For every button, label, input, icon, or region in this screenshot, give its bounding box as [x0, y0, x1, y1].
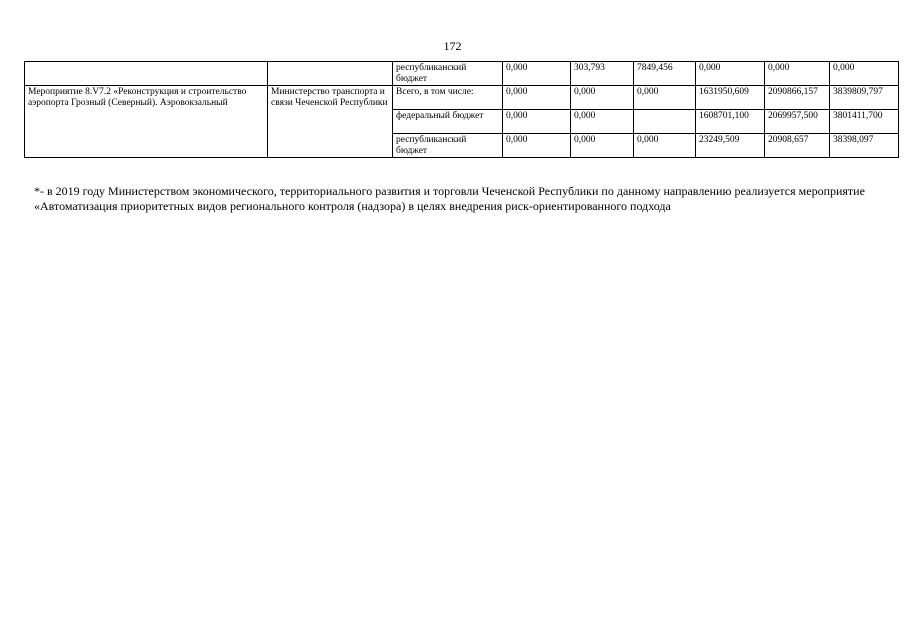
page-number: 172 — [443, 39, 462, 53]
value-cell: 20908,657 — [765, 134, 830, 158]
value-cell: 2090866,157 — [765, 86, 830, 110]
value-cell: 0,000 — [571, 86, 634, 110]
value-cell: 0,000 — [634, 134, 696, 158]
value-cell: 1631950,609 — [696, 86, 765, 110]
activity-executor: Министерство транспорта и связи Чеченской Республики — [268, 86, 393, 158]
empty-cell — [268, 62, 393, 86]
value-cell: 0,000 — [765, 62, 830, 86]
table-row — [25, 62, 899, 86]
value-cell: 0,000 — [503, 134, 571, 158]
value-cell: 38398,097 — [830, 134, 899, 158]
table-row — [25, 86, 899, 110]
funding-source: Всего, в том числе: — [393, 86, 503, 110]
value-cell — [634, 110, 696, 134]
funding-source: федеральный бюджет — [393, 110, 503, 134]
value-cell: 0,000 — [634, 86, 696, 110]
funding-source: республиканский бюджет — [393, 134, 503, 158]
funding-source: республиканский бюджет — [393, 62, 503, 86]
value-cell: 0,000 — [696, 62, 765, 86]
budget-table — [24, 61, 899, 158]
value-cell: 0,000 — [571, 110, 634, 134]
value-cell: 0,000 — [503, 86, 571, 110]
value-cell: 0,000 — [503, 110, 571, 134]
value-cell: 0,000 — [503, 62, 571, 86]
value-cell: 3839809,797 — [830, 86, 899, 110]
activity-name: Мероприятие 8.V7.2 «Реконструкция и строительство аэропорта Грозный (Северный). Аэровокзальный — [25, 86, 268, 158]
empty-cell — [25, 62, 268, 86]
value-cell: 2069957,500 — [765, 110, 830, 134]
value-cell: 3801411,700 — [830, 110, 899, 134]
value-cell: 7849,456 — [634, 62, 696, 86]
value-cell: 0,000 — [830, 62, 899, 86]
footnote: *- в 2019 году Министерством экономического, территориального развития и торговли Чеченской Республики по данному направлению реализуется мероприятие «Автоматизация приоритетных видов регионального контроля (надзора) в целях внедрения риск-ориентированного подхода — [34, 184, 865, 213]
value-cell: 303,793 — [571, 62, 634, 86]
value-cell: 1608701,100 — [696, 110, 765, 134]
value-cell: 23249,509 — [696, 134, 765, 158]
value-cell: 0,000 — [571, 134, 634, 158]
